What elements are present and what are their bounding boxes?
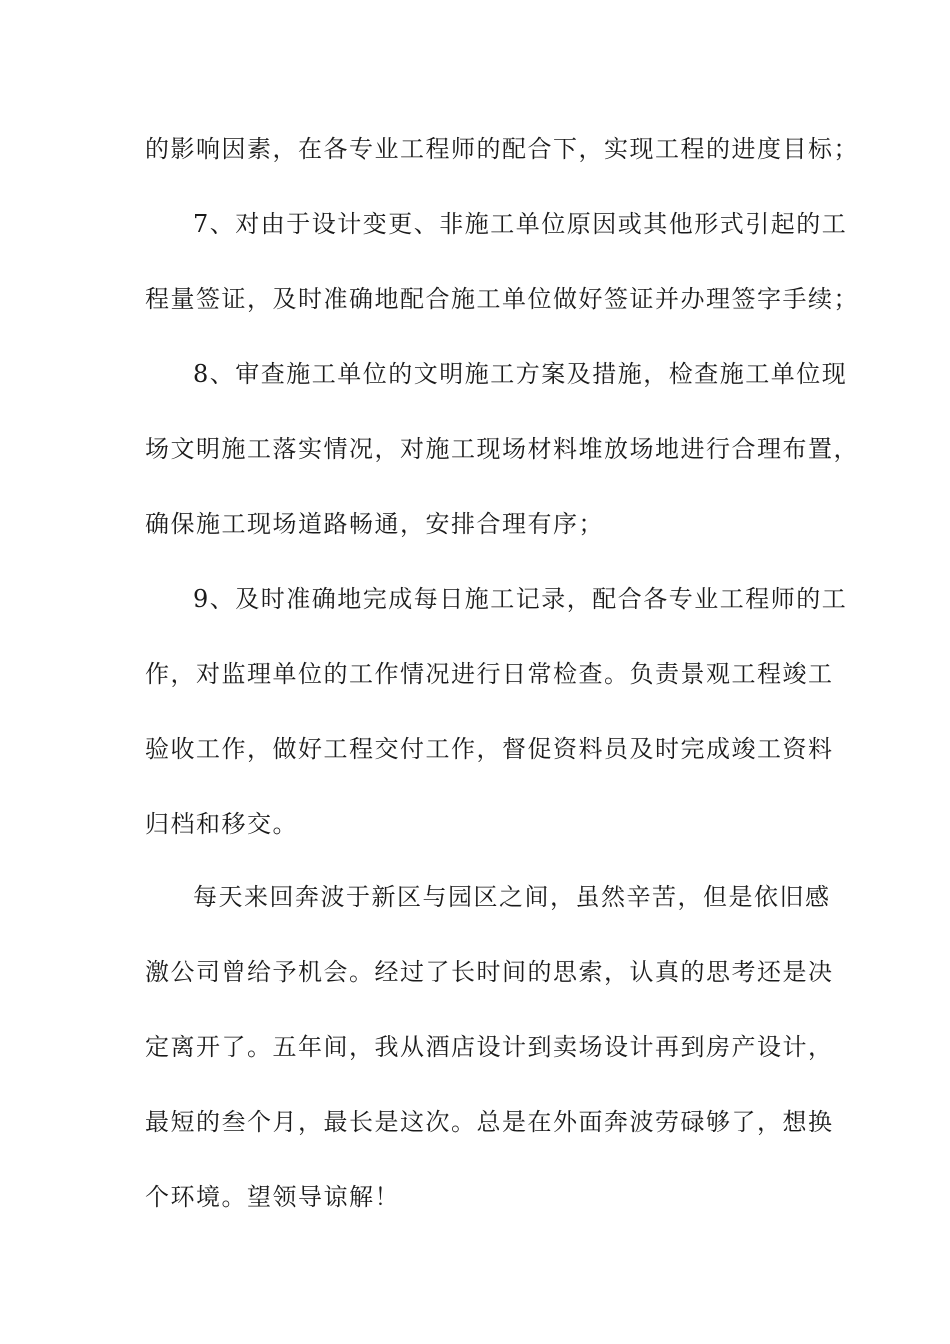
closing-line-5: 个环境。望领导谅解！ [145,1183,400,1211]
item-9-line-2: 作，对监理单位的工作情况进行日常检查。负责景观工程竣工 [145,660,834,688]
closing-line-1: 每天来回奔波于新区与园区之间，虽然辛苦，但是依旧感 [193,883,831,911]
item-8-line-1: 8、审查施工单位的文明施工方案及措施，检查施工单位现 [193,360,848,388]
item-8-line-3: 确保施工现场道路畅通，安排合理有序； [145,510,604,538]
item-9-line-3: 验收工作，做好工程交付工作，督促资料员及时完成竣工资料 [145,735,834,763]
item-7-line-1: 7、对由于设计变更、非施工单位原因或其他形式引起的工 [193,210,848,238]
closing-line-3: 定离开了。五年间，我从酒店设计到卖场设计再到房产设计， [145,1033,834,1061]
item-9-line-4: 归档和移交。 [145,810,298,838]
item-8-line-2: 场文明施工落实情况，对施工现场材料堆放场地进行合理布置， [145,435,859,463]
item-9-line-1: 9、及时准确地完成每日施工记录，配合各专业工程师的工 [193,585,848,613]
item-7-line-2: 程量签证，及时准确地配合施工单位做好签证并办理签字手续； [145,285,859,313]
closing-line-2: 激公司曾给予机会。经过了长时间的思索，认真的思考还是决 [145,958,834,986]
text-line-1: 的影响因素，在各专业工程师的配合下，实现工程的进度目标； [145,135,859,163]
closing-line-4: 最短的叁个月，最长是这次。总是在外面奔波劳碌够了，想换 [145,1108,834,1136]
